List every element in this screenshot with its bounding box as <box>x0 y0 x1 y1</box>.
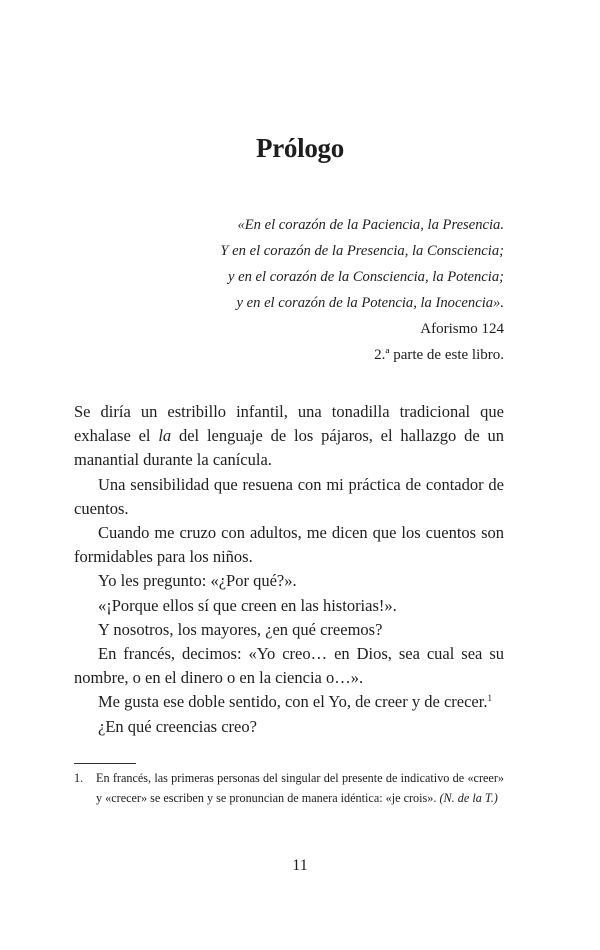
epigraph-source: Aforismo 124 <box>420 321 504 337</box>
page-title: Prólogo <box>256 133 344 163</box>
epigraph <box>220 212 504 368</box>
paragraph-7: En francés, decimos: «Yo creo… en Dios, sea cual sea su nombre, o en el dinero o en la ciencia o…». <box>74 644 504 688</box>
epigraph-line-2: Y en el corazón de la Presencia, la Consciencia; <box>220 243 504 259</box>
footnote-text-block <box>96 768 504 808</box>
paragraph-9: ¿En qué creencias creo? <box>98 716 257 736</box>
epigraph-line-3: y en el corazón de la Consciencia, la Potencia; <box>228 269 504 285</box>
paragraph-3: Cuando me cruzo con adultos, me dicen que los cuentos son formidables para los niños. <box>74 523 504 567</box>
paragraph-1 <box>74 400 504 473</box>
footnote <box>74 768 504 808</box>
epigraph-location: 2.ª parte de este libro. <box>374 347 504 363</box>
paragraph-8-text: Me gusta ese doble sentido, con el Yo, de creer y de crecer. <box>98 692 488 712</box>
paragraph-1-start: Se diría un estribillo infantil, una tonadilla tradicional que exhalase el <box>74 402 504 446</box>
footnote-number: 1. <box>74 771 84 785</box>
body-text <box>74 400 504 739</box>
paragraph-6: Y nosotros, los mayores, ¿en qué creemos? <box>98 619 383 639</box>
epigraph-line-1: «En el corazón de la Paciencia, la Presencia. <box>237 217 504 233</box>
paragraph-1-emphasis: la <box>158 426 172 446</box>
footnote-reference[interactable]: 1 <box>487 693 492 704</box>
paragraph-2: Una sensibilidad que resuena con mi práctica de contador de cuentos. <box>74 474 504 518</box>
paragraph-1-end: del lenguaje de los pájaros, el hallazgo de un manantial durante la canícula. <box>74 426 504 470</box>
footnote-divider <box>74 763 136 764</box>
epigraph-line-4: y en el corazón de la Potencia, la Inocencia». <box>236 295 504 311</box>
footnote-credit: (N. de la T.) <box>439 791 498 805</box>
page-number: 11 <box>292 857 308 874</box>
footnote-text: En francés, las primeras personas del singular del presente de indicativo de «creer» y «crecer» se escriben y se pronuncian de manera idéntica: «je crois». <box>96 771 504 805</box>
paragraph-5: «¡Porque ellos sí que creen en las historias!». <box>98 595 397 615</box>
paragraph-4: Yo les pregunto: «¿Por qué?». <box>98 571 297 591</box>
paragraph-8 <box>74 690 504 714</box>
